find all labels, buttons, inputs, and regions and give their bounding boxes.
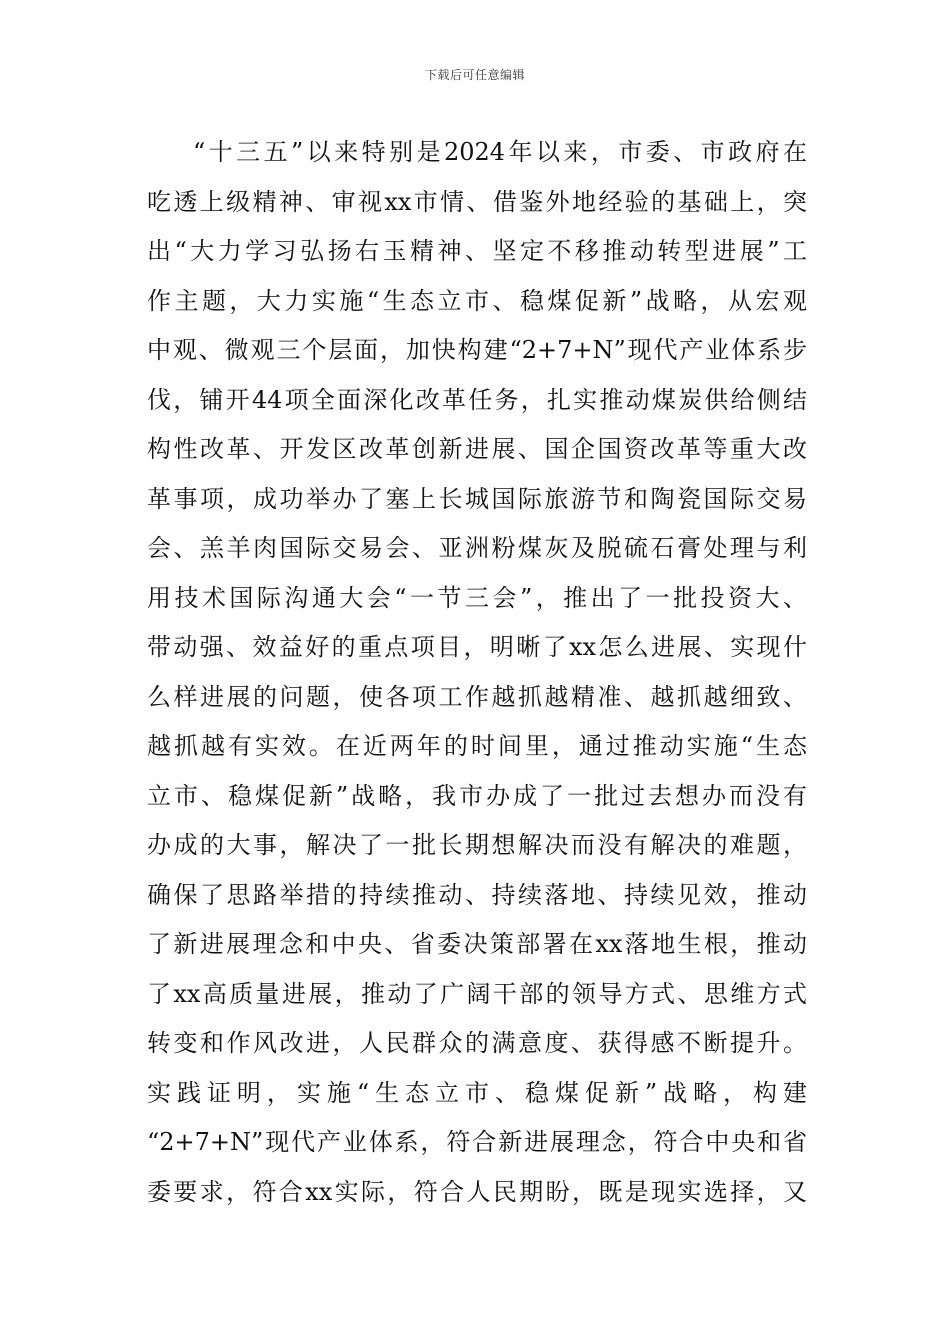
text-line-13: 越抓越有实效。在近两年的时间里，通过推动实施“生态 [147, 732, 807, 760]
body-paragraph [147, 128, 807, 1217]
text-line-14: 立市、稳煤促新”战略，我市办成了一批过去想办而没有 [147, 781, 807, 810]
text-line-8: 革事项，成功举办了塞上长城国际旅游节和陶瓷国际交易 [147, 484, 807, 513]
text-line-3: 出“大力学习弘扬右玉精神、坚定不移推动转型进展”工 [147, 237, 807, 265]
header-note: 下载后可任意编辑 [424, 68, 525, 82]
text-line-6: 伐，铺开44项全面深化改革任务，扎实推动煤炭供给侧结 [147, 385, 807, 414]
text-line-11: 带动强、效益好的重点项目，明晰了xx怎么进展、实现什 [147, 633, 807, 661]
text-line-9: 会、羔羊肉国际交易会、亚洲粉煤灰及脱硫石膏处理与利 [147, 534, 807, 562]
text-line-10: 用技术国际沟通大会“一节三会”，推出了一批投资大、 [147, 583, 807, 612]
text-line-7: 构性改革、开发区改革创新进展、国企国资改革等重大改 [147, 435, 807, 463]
text-line-18: 了xx高质量进展，推动了广阔干部的领导方式、思维方式 [147, 979, 807, 1008]
text-line-12: 么样进展的问题，使各项工作越抓越精准、越抓越细致、 [147, 682, 807, 711]
text-line-5: 中观、微观三个层面，加快构建“2+7+N”现代产业体系步 [147, 336, 807, 364]
text-line-20: 实践证明，实施“生态立市、稳煤促新”战略，构建 [147, 1078, 807, 1107]
text-line-2: 吃透上级精神、审视xx市情、借鉴外地经验的基础上，突 [147, 187, 807, 216]
text-line-21: “2+7+N”现代产业体系，符合新进展理念，符合中央和省 [147, 1128, 807, 1156]
text-line-4: 作主题，大力实施“生态立市、稳煤促新”战略，从宏观 [147, 286, 807, 315]
text-line-15: 办成的大事，解决了一批长期想解决而没有解决的难题， [147, 831, 807, 859]
text-line-17: 了新进展理念和中央、省委决策部署在xx落地生根，推动 [147, 930, 807, 958]
text-line-1: “十三五”以来特别是2024年以来，市委、市政府在 [193, 138, 807, 166]
text-line-16: 确保了思路举措的持续推动、持续落地、持续见效，推动 [147, 880, 807, 909]
text-line-19: 转变和作风改进，人民群众的满意度、获得感不断提升。 [147, 1029, 807, 1057]
text-line-22: 委要求，符合xx实际，符合人民期盼，既是现实选择，又 [147, 1177, 807, 1206]
